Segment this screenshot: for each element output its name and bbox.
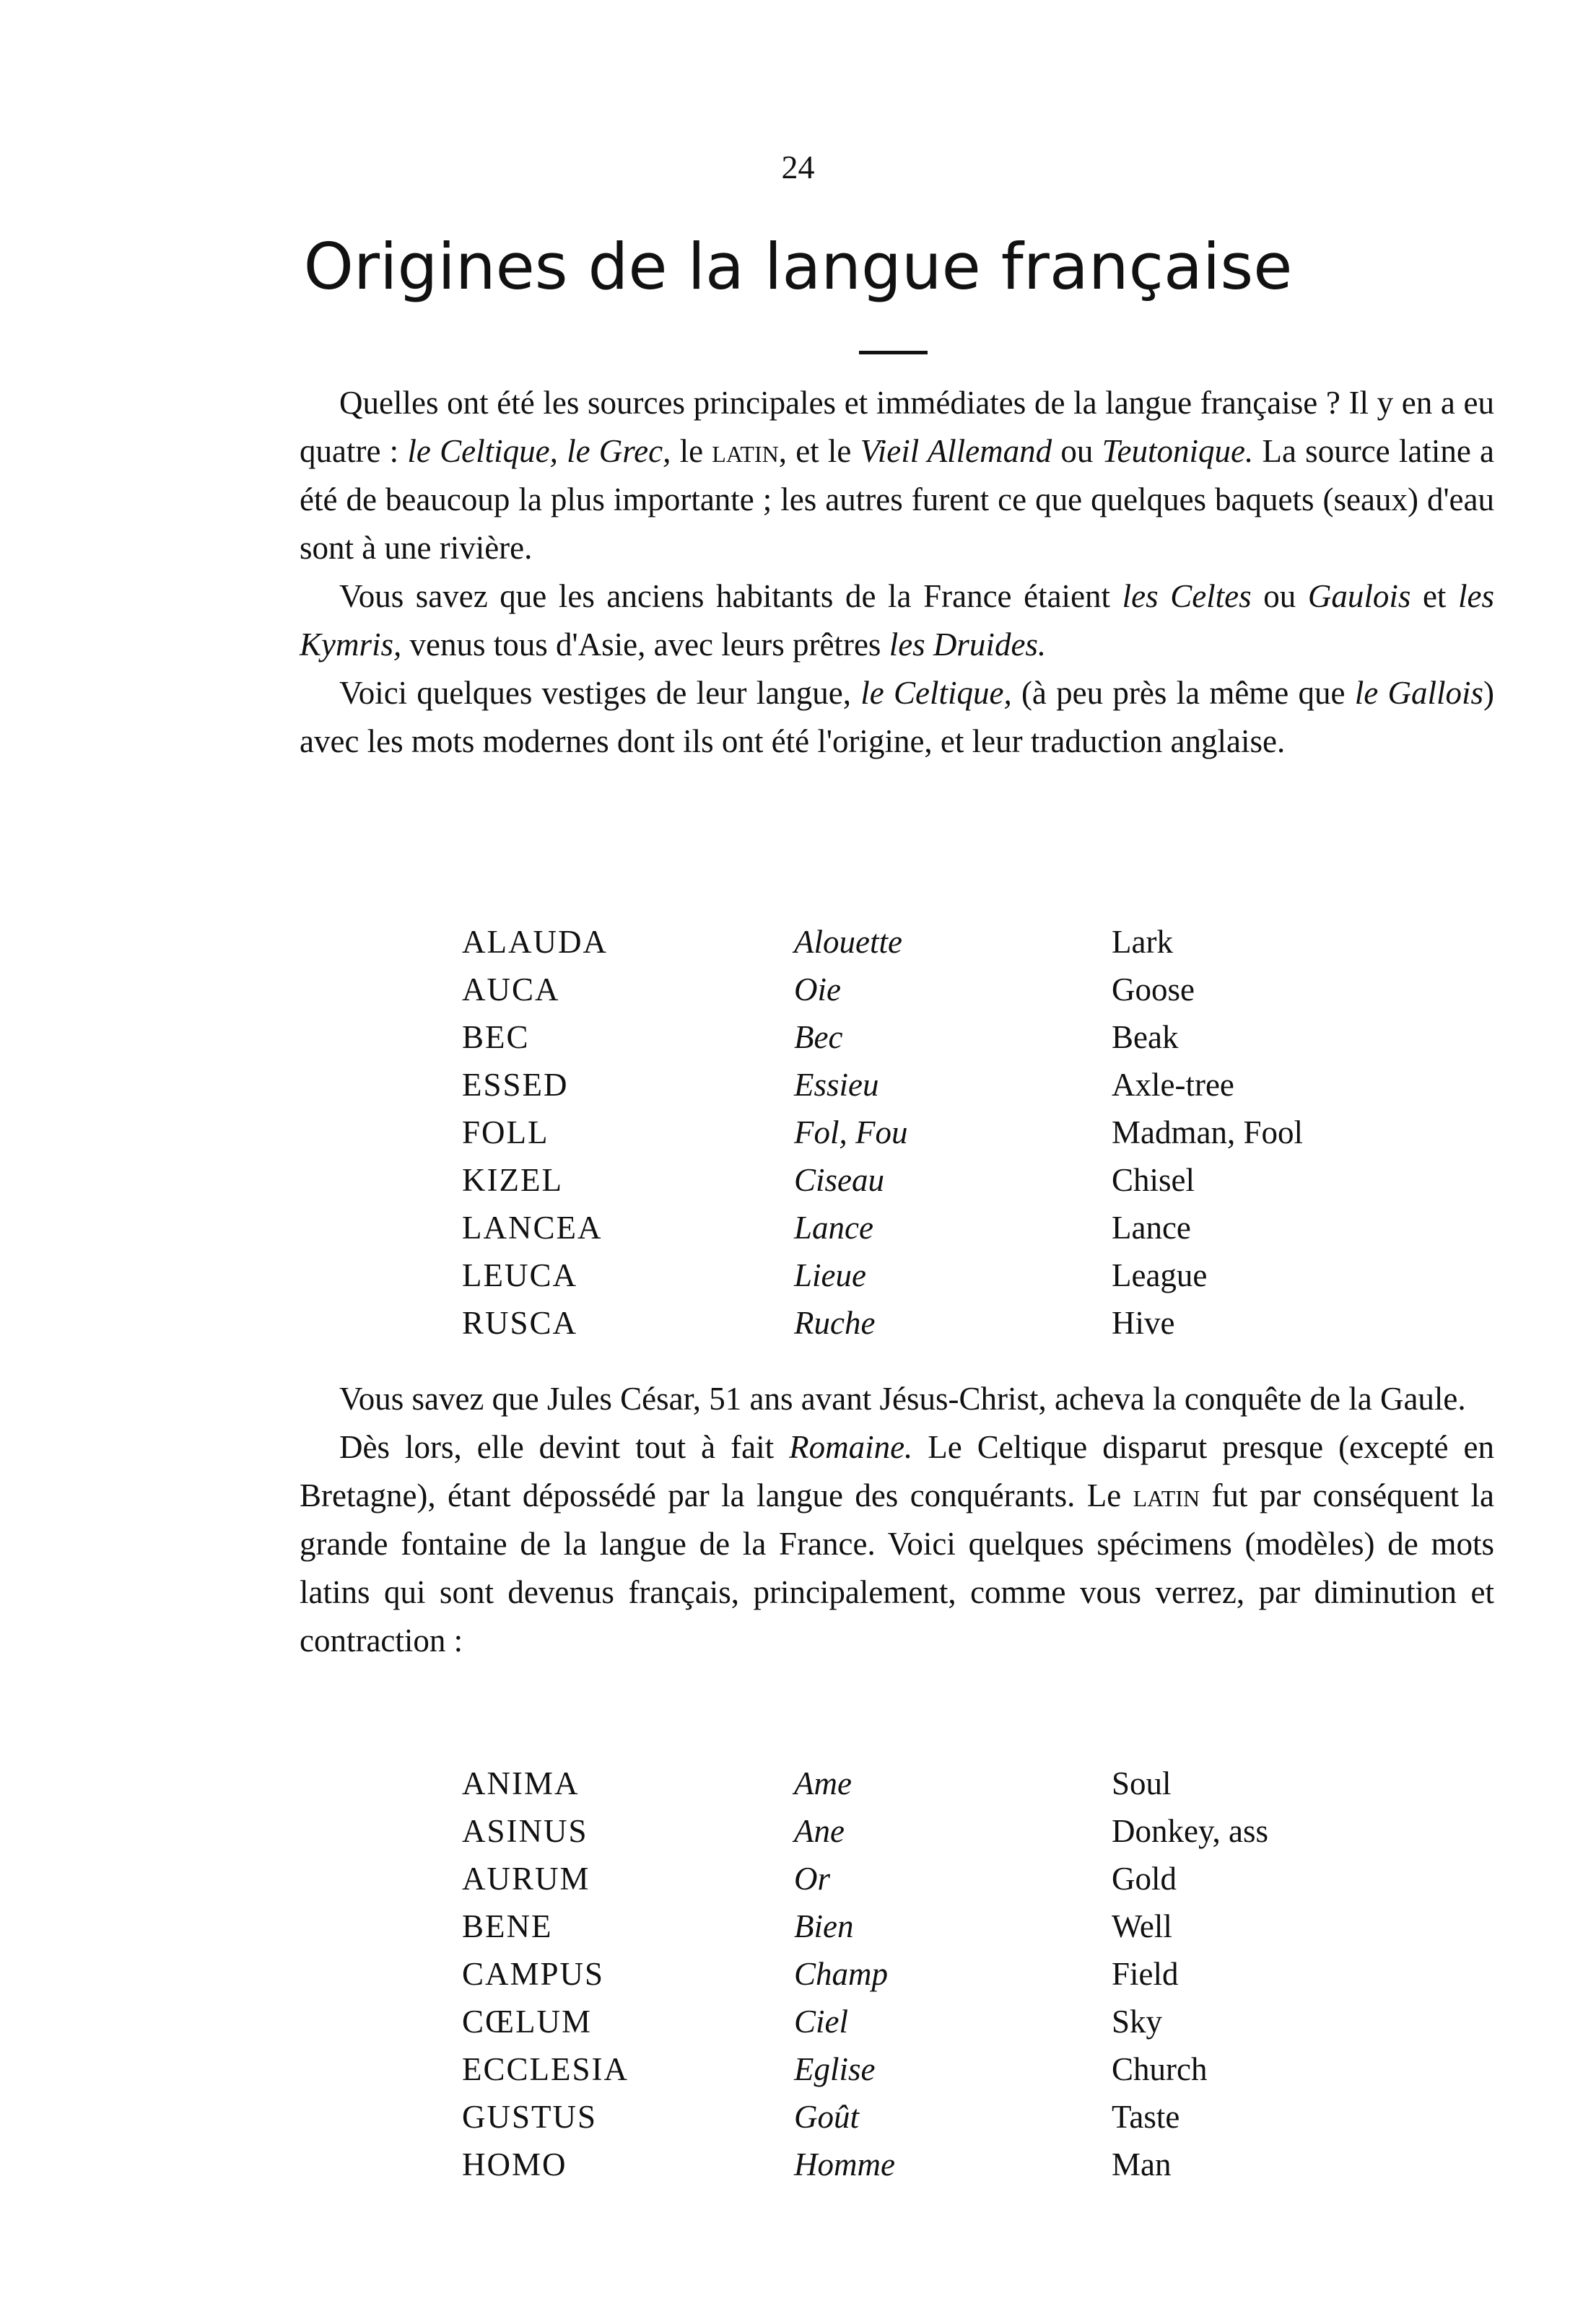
french-word: Ruche xyxy=(794,1305,876,1341)
text-run: (à peu près la même que xyxy=(1011,675,1355,711)
table-row xyxy=(462,1204,1328,1251)
table-row xyxy=(462,1013,1328,1061)
intro-text xyxy=(300,379,1494,766)
celtic-word: AUCA xyxy=(462,971,560,1008)
celtic-word: FOLL xyxy=(462,1114,549,1150)
english-word: Beak xyxy=(1112,1019,1179,1055)
text-run: Voici quelques vestiges de leur langue, xyxy=(339,675,861,711)
english-word: Sky xyxy=(1112,2004,1163,2040)
italic-run: les Druides. xyxy=(889,626,1047,663)
english-word: Well xyxy=(1112,1908,1172,1944)
paragraph-latin xyxy=(300,1423,1494,1665)
english-word: Chisel xyxy=(1112,1162,1195,1198)
english-word: League xyxy=(1112,1257,1208,1293)
table-row xyxy=(462,1950,1328,1998)
table-row xyxy=(462,1903,1328,1950)
french-word: Ciseau xyxy=(794,1162,885,1198)
french-word: Lieue xyxy=(794,1257,866,1293)
english-word: Donkey, ass xyxy=(1112,1813,1269,1849)
french-word: Alouette xyxy=(794,924,902,960)
italic-run: Romaine. xyxy=(789,1429,913,1465)
celtic-word-table xyxy=(462,918,1328,1347)
french-word: Eglise xyxy=(794,2051,876,2087)
text-run: ) avec les mots modernes dont ils ont été l'origine, et leur traduction anglaise. xyxy=(300,675,1494,759)
text-run: Vous savez que les anciens habitants de la France étaient xyxy=(339,578,1122,614)
table-row xyxy=(462,1156,1328,1204)
french-word: Ciel xyxy=(794,2004,848,2040)
table-row xyxy=(462,2141,1328,2188)
latin-word: AURUM xyxy=(462,1861,590,1897)
french-word: Bec xyxy=(794,1019,843,1055)
french-word: Fol, Fou xyxy=(794,1114,908,1150)
paragraph-sources xyxy=(300,379,1494,572)
text-run: venus tous d'Asie, avec leurs prêtres xyxy=(401,626,889,663)
table-row xyxy=(462,1109,1328,1156)
text-run: Quelles ont été les sources principales et immédiates de la langue française ? Il y en a eu quatre : xyxy=(300,385,1494,469)
table-row xyxy=(462,966,1328,1013)
english-word: Axle-tree xyxy=(1112,1067,1234,1103)
latin-word: CAMPUS xyxy=(462,1956,605,1992)
latin-word: ANIMA xyxy=(462,1765,580,1801)
table-row xyxy=(462,2045,1328,2093)
smallcaps-run: latin xyxy=(712,433,779,469)
latin-word: GUSTUS xyxy=(462,2099,598,2135)
italic-run: le Gallois xyxy=(1354,675,1483,711)
table-row xyxy=(462,1760,1328,1807)
latin-word: ECCLESIA xyxy=(462,2051,629,2087)
page-title: Origines de la langue française xyxy=(303,230,1293,304)
celtic-word: LANCEA xyxy=(462,1210,603,1246)
english-word: Taste xyxy=(1112,2099,1180,2135)
french-word: Ame xyxy=(794,1765,852,1801)
table-row xyxy=(462,1998,1328,2045)
text-run: La source latine a été de beaucoup la plus importante ; les autres furent ce que quelques baquets (seaux) d'eau sont à une rivière. xyxy=(300,433,1495,566)
table-row xyxy=(462,1061,1328,1109)
latin-word: HOMO xyxy=(462,2146,567,2183)
text-run: fut par conséquent la grande fontaine de la langue de la France. Voici quelques spécimens (modèles) de mots latins qui sont devenus français, principalement, comme vous verrez, par diminution et contraction : xyxy=(300,1477,1494,1659)
italic-run: le Celtique, le Grec, xyxy=(407,433,671,469)
english-word: Lance xyxy=(1112,1210,1191,1246)
french-word: Ane xyxy=(794,1813,845,1849)
text-run: et xyxy=(1410,578,1459,614)
smallcaps-run: latin xyxy=(1133,1477,1200,1513)
table-row xyxy=(462,918,1328,966)
english-word: Goose xyxy=(1112,971,1195,1008)
italic-run: les Celtes xyxy=(1122,578,1252,614)
english-word: Gold xyxy=(1112,1861,1177,1897)
text-run: Le Celtique disparut presque (excepté en Bretagne), étant dépossédé par la langue des conquérants. Le xyxy=(300,1429,1495,1513)
title-divider xyxy=(859,351,928,354)
celtic-word: ESSED xyxy=(462,1067,569,1103)
text-run: ou xyxy=(1052,433,1102,469)
table-row xyxy=(462,1855,1328,1903)
italic-run: Teutonique. xyxy=(1102,433,1254,469)
english-word: Soul xyxy=(1112,1765,1172,1801)
english-word: Madman, Fool xyxy=(1112,1114,1303,1150)
text-run: ou xyxy=(1251,578,1308,614)
latin-word: CŒLUM xyxy=(462,2004,593,2040)
english-word: Man xyxy=(1112,2146,1172,2183)
italic-run: les Kymris, xyxy=(300,578,1495,663)
french-word: Lance xyxy=(794,1210,873,1246)
french-word: Homme xyxy=(794,2146,895,2183)
english-word: Hive xyxy=(1112,1305,1175,1341)
text-run: le xyxy=(671,433,712,469)
italic-run: le Celtique, xyxy=(860,675,1012,711)
french-word: Essieu xyxy=(794,1067,879,1103)
celtic-word: KIZEL xyxy=(462,1162,563,1198)
table-row xyxy=(462,1299,1328,1347)
french-word: Or xyxy=(794,1861,831,1897)
middle-text xyxy=(300,1375,1494,1665)
latin-word: BENE xyxy=(462,1908,553,1944)
english-word: Lark xyxy=(1112,924,1173,960)
latin-word: ASINUS xyxy=(462,1813,588,1849)
french-word: Goût xyxy=(794,2099,859,2135)
italic-run: Gaulois xyxy=(1307,578,1411,614)
french-word: Oie xyxy=(794,971,841,1008)
paragraph-conquest: Vous savez que Jules César, 51 ans avant Jésus-Christ, acheva la conquête de la Gaule. xyxy=(339,1381,1466,1417)
english-word: Field xyxy=(1112,1956,1179,1992)
celtic-word: ALAUDA xyxy=(462,924,608,960)
latin-word-table xyxy=(462,1760,1328,2188)
celtic-word: BEC xyxy=(462,1019,530,1055)
italic-run: Vieil Allemand xyxy=(860,433,1052,469)
text-run: Dès lors, elle devint tout à fait xyxy=(339,1429,790,1465)
celtic-word: RUSCA xyxy=(462,1305,578,1341)
table-row xyxy=(462,2093,1328,2141)
page-number: 24 xyxy=(781,149,815,185)
table-row xyxy=(462,1251,1328,1299)
table-row xyxy=(462,1807,1328,1855)
french-word: Bien xyxy=(794,1908,854,1944)
french-word: Champ xyxy=(794,1956,889,1992)
english-word: Church xyxy=(1112,2051,1208,2087)
celtic-word: LEUCA xyxy=(462,1257,577,1293)
paragraph-inhabitants xyxy=(300,572,1494,669)
paragraph-vestiges xyxy=(300,669,1494,766)
text-run: , et le xyxy=(778,433,860,469)
